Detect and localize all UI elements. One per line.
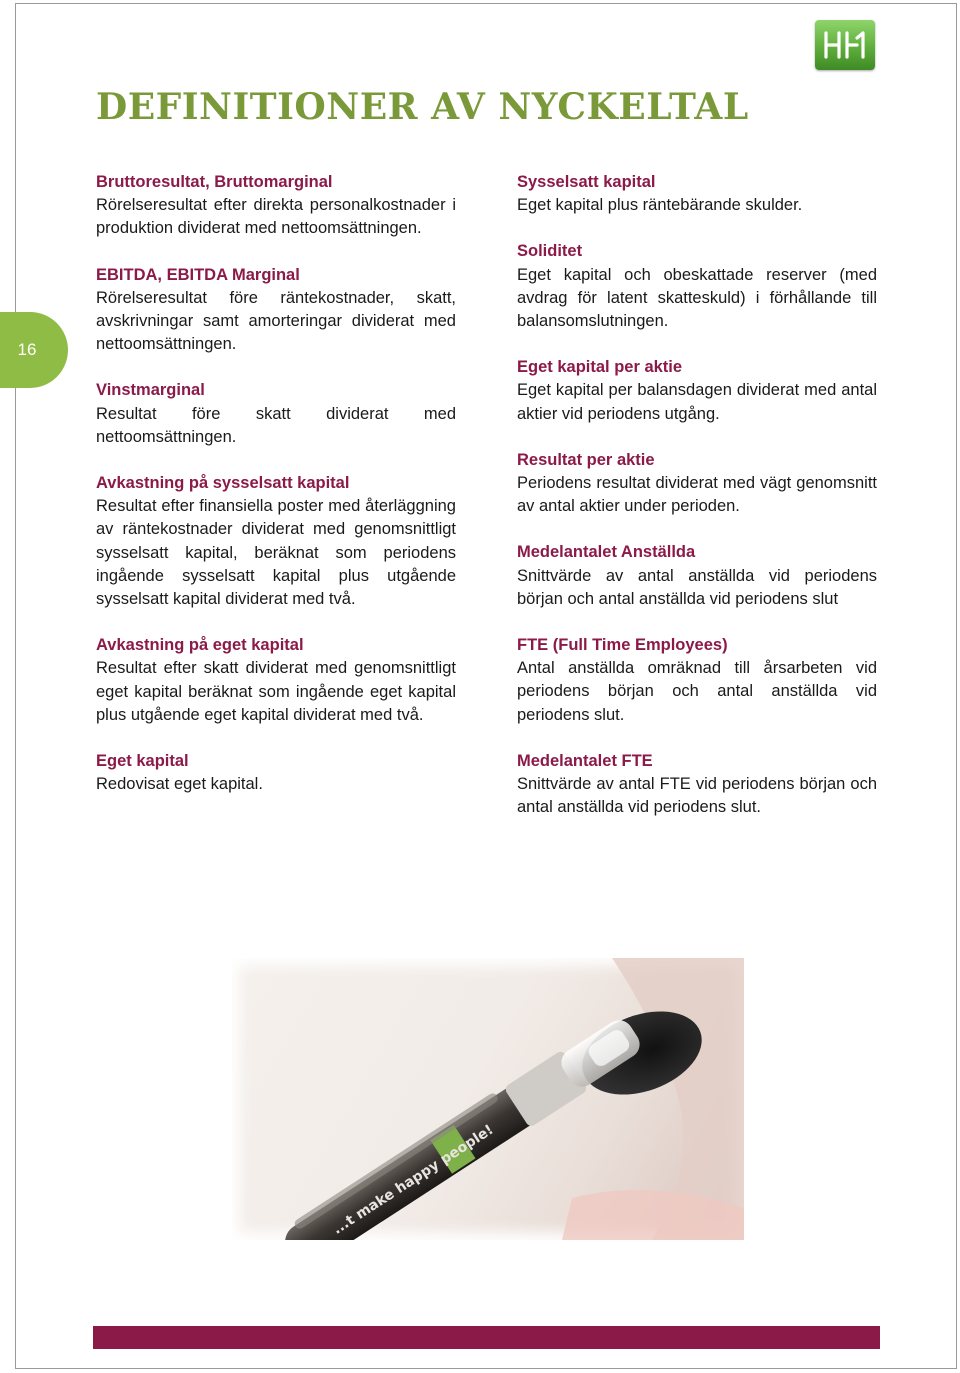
definition-title: Resultat per aktie — [517, 450, 655, 469]
definition-body: Rörelseresultat före räntekostnader, skatt, avskrivningar samt amorteringar dividerat med nettoomsättningen. — [96, 288, 456, 354]
definition-item — [96, 472, 456, 611]
definition-title: Eget kapital per aktie — [517, 358, 683, 377]
definition-title: EBITDA, EBITDA Marginal — [96, 265, 300, 284]
definition-item — [517, 356, 877, 426]
definition-body: Snittvärde av antal FTE vid periodens början och antal anställda vid periodens slut. — [517, 775, 877, 817]
page-number-tab: 16 — [0, 312, 68, 388]
definition-title: Soliditet — [517, 242, 583, 261]
definition-body: Eget kapital per balansdagen dividerat med antal aktier vid periodens utgång. — [517, 381, 877, 423]
definition-item — [517, 171, 877, 217]
pen-imprint-text: ...t make happy people! — [329, 1121, 497, 1238]
definition-title: Medelantalet Anställda — [517, 543, 696, 562]
definition-item — [517, 449, 877, 519]
definition-title: Vinstmarginal — [96, 381, 205, 400]
definition-title: Eget kapital — [96, 752, 189, 771]
definition-item — [96, 264, 456, 357]
definition-title: Avkastning på eget kapital — [96, 636, 304, 655]
definition-body: Rörelseresultat efter direkta personalkostnader i produktion dividerat med nettoomsättningen. — [96, 196, 456, 238]
definition-title: FTE (Full Time Employees) — [517, 636, 728, 655]
h1-logo — [815, 20, 875, 70]
definition-title: Sysselsatt kapital — [517, 173, 656, 191]
definition-item — [96, 634, 456, 727]
definition-title: Medelantalet FTE — [517, 751, 653, 770]
pen-illustration — [232, 958, 744, 1240]
pen-photo — [232, 958, 744, 1240]
definition-body: Resultat före skatt dividerat med nettoomsättningen. — [96, 404, 456, 446]
definition-body: Snittvärde av antal anställda vid periodens början och antal anställda vid periodens slut — [517, 566, 877, 608]
definition-item — [517, 750, 877, 820]
left-column — [96, 171, 456, 819]
definition-body: Periodens resultat dividerat med vägt genomsnitt av antal aktier under perioden. — [517, 474, 877, 516]
definition-title: Avkastning på sysselsatt kapital — [96, 474, 350, 493]
footer-bar — [93, 1326, 880, 1349]
definition-item — [96, 750, 456, 796]
definition-body: Eget kapital plus räntebärande skulder. — [517, 196, 803, 215]
h1-logo-mark — [819, 27, 871, 63]
definition-item — [96, 379, 456, 449]
definition-body: Antal anställda omräknad till årsarbeten vid periodens början och antal anställda vid periodens slut. — [517, 659, 877, 724]
page-title: DEFINITIONER AV NYCKELTAL — [96, 86, 749, 128]
right-column — [517, 171, 877, 842]
definition-body: Eget kapital och obeskattade reserver (med avdrag för latent skatteskuld) i förhållande till balansomslutningen. — [517, 265, 877, 331]
definition-body: Resultat efter skatt dividerat med genomsnittligt eget kapital beräknat som ingående eget kapital plus utgående eget kapital dividerat med två. — [96, 659, 456, 724]
definition-title: Bruttoresultat, Bruttomarginal — [96, 173, 333, 191]
definition-body: Redovisat eget kapital. — [96, 775, 263, 794]
definition-body: Resultat efter finansiella poster med återläggning av räntekostnader dividerat med genomsnittligt sysselsatt kapital, beräknat som periodens ingående sysselsatt kapital plus utgående sysselsatt kapital dividerat med två. — [96, 497, 456, 609]
definition-item — [517, 541, 877, 611]
definition-item — [517, 634, 877, 727]
definition-item — [96, 171, 456, 241]
definition-item — [517, 240, 877, 333]
